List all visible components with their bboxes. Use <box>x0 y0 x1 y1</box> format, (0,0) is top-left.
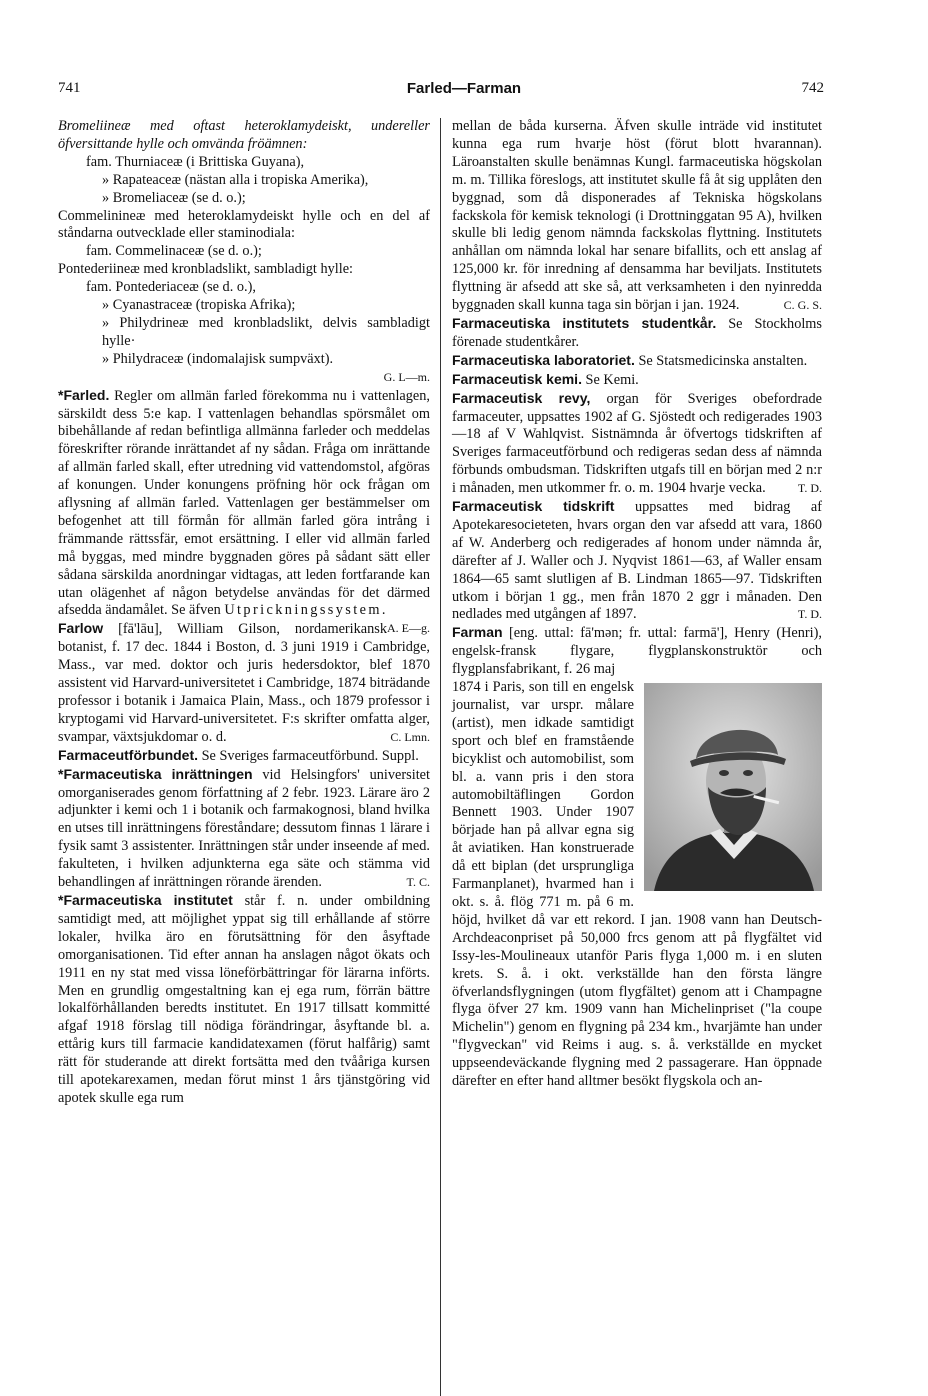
left-column <box>58 118 430 1108</box>
entry-farmaceutiska-inrattningen <box>58 766 430 892</box>
right-column <box>452 118 822 1091</box>
signature-line <box>58 369 430 387</box>
signature: T. D. <box>797 607 822 622</box>
signature: C. G. S. <box>783 298 822 313</box>
entry-kemi <box>452 371 822 390</box>
entry-farman <box>452 624 822 679</box>
entry-text: Se Stockholms förenade studentkårer. <box>452 315 822 350</box>
signature: G. L—m. <box>383 369 430 384</box>
paragraph: » Rapateaceæ (nästan alla i tropiska Amerika), <box>102 171 369 188</box>
running-head: Farled—Farman <box>406 80 522 97</box>
paragraph: Commelinineæ med heteroklamydeiskt hylle och en del af ståndarna outvecklade eller staminodiala: <box>58 207 430 242</box>
entry-text: Se Sveriges farmaceutförbund. Suppl. <box>201 747 419 764</box>
paragraph: » Philydraceæ (indomalajisk sumpväxt). <box>102 350 334 367</box>
entry-tidskrift <box>452 498 822 624</box>
headword: Farmaceutisk revy, <box>452 389 591 406</box>
entry-studentkar <box>452 315 822 352</box>
entry-text: Se Kemi. <box>585 371 639 388</box>
headword: *Farled. <box>58 386 110 403</box>
headword: *Farmaceutiska institutet <box>58 891 233 908</box>
headword: Farmaceutisk tidskrift <box>452 498 615 515</box>
headword: Farman <box>452 624 503 641</box>
paragraph: fam. Commelinaceæ (se d. o.); <box>86 243 262 260</box>
paragraph: fam. Thurniaceæ (i Brittiska Guyana), <box>86 153 305 170</box>
headword: Farmaceutiska laboratoriet. <box>452 351 635 368</box>
signature: C. Lmn. <box>390 729 430 744</box>
headword: Farlow <box>58 620 104 637</box>
portrait-photo <box>644 683 822 891</box>
cross-reference: Utprickningssystem. <box>224 602 388 619</box>
entry-text: står f. n. under ombildning samtidigt med, att möjlighet yppat sig till erhållande af större lokaler, hvilka äro en förutsättning för den åsyftade omorganisationen. Tid efter annan ha anslagen något ökats och 1911 en ny stat med vissa löneförbättringar för lärarna införts. Men en grundlig omgestaltning kan ej ega rum, förrän bättre lokalförhållanden beredts institutet. En 1917 tillsatt kommitté afgaf 1918 förslag till nödiga förändringar, åsyftande bl. a. ettårig kurs till farmacie kandidatexamen (förut halfårig) samt rätt för studerande att direkt fortsätta med den tvååriga kursen till apotekarexamen, medan förut minst 1 års tjänstgöring vid apotek skulle ega rum <box>58 892 431 1106</box>
entry-text: [eng. uttal: fā'mən; fr. uttal: farmā'], Henry (Henri), engelsk-fransk flygare, flygplanskonstruktör och flygplansfabrikant, f. 26 maj <box>452 625 822 678</box>
paragraph: » Bromeliaceæ (se d. o.); <box>102 189 246 206</box>
entry-text: vid Helsingfors' universitet omorganiserades genom författning af 2 febr. 1923. Lärare äro 2 adjunkter i kemi och 1 i botanik och farmakognosi, bland hvilka en utses till inrättningens föreståndare; dessutom finnas 1 lärare i fysik samt 3 assistenter. Inrättningen står under inseende af med. fakulteten, i hvilken adjunkterna ega säte och stämma vid behandlingen af inrättningen rörande ärenden. <box>58 766 431 891</box>
entry-text: mellan de båda kurserna. Äfven skulle inträde vid institutet kunna ega rum hvarje höst (förut blott hvarannan). Läroanstalten skulle benämnas Kungl. farmaceutiska högskolan m. m. Tillika föreslogs, att institutet skulle få åt sig upplåten den byggnad, som då disponerades af Tekniska högskolans fackskola för kemisk teknologi (i Drottninggatan 95 A), hvilken skulle bli ledig genom nämnda fackskolas flyttning. Institutets anhållan om nämnda lokal har senare bifallits, och ett anslag af 125,000 kr. för inredning af densamma har beviljats. Institutets flyttning är afsedd att ske så, att verksamheten i den nyinredda byggnaden skall kunna taga sin början i jan. 1924. <box>452 118 822 314</box>
paragraph: » Philydrineæ med kronbladslikt, delvis sambladigt hylle· <box>102 314 430 349</box>
page-number-right: 742 <box>801 80 824 96</box>
entry-text: 1874 i Paris, son till en engelsk journalist, var urspr. målare (artist), men idkade samtidigt sport och blef en framstående bicyklist och automobilist, som bl. a. vann pris i den stora automobiltäflingen Gordon Bennett 1903. Under 1907 började han på allvar egna sig åt aviatiken. Han konstruerade då ett biplan (det ursprungliga Farmanplanet), hvarmed han i okt. s. å. flög 771 m. på 6 m. höjd, hvilket då var ett rekord. I jan. 1908 vann han Deutsch-Archdeaconpriset på 50,000 frcs genom att på flygfältet vid Issy-les-Moulineaux utanför Paris flyga 1,000 m. i en sluten krets. S. å. i okt. verkställde han den första längre öfverlandsflygningen (utom flygfältet) genom att i Champagne flyga öfver 27 km. 1909 vann han Michelinpriset ("la coupe Michelin") genom en flygning på 234 km., hvarjämte han under "flygveckan" vid Reims i aug. s. å. verkställde en mycket uppseendeväckande flygning med 2 passagerare. Han öppnade därefter en efter hand alltmer besökt flygskola och an- <box>452 679 822 1090</box>
headword: Farmaceutförbundet. <box>58 746 199 763</box>
entry-text: Se Statsmedicinska anstalten. <box>638 352 808 369</box>
entry-text: [fā'lāu], William Gilson, nordamerikansk botanist, f. 17 dec. 1844 i Boston, d. 3 juni 1919 i Cambridge, Mass., var med. doktor och juris hedersdoktor, blef 1870 assistent vid Harvard-universitetet i Cambridge, 1874 biträdande professor i botanik i Jamaica Plain, Mass., och 1879 professor i kryptogami vid Harvard-universitetet. F:s skrifter omfatta alger, svampar, växtsjukdomar o. d. <box>58 621 430 745</box>
entry-revy <box>452 390 822 498</box>
entry-text: Regler om allmän farled förekomma nu i vattenlagen, särskildt dess 5:e kap. I vattenlagen behandlas spörsmålet om bibehållande af redan befintliga allmänna farleder och meddelas föreskrifter rörande inrättandet af ny sådan. Fråga om inrättande af allmän farled skall, efter utredning vid vattendomstol, afgöras af konungen. Under konungens pröfning hör ock frågan om aflysning af allmän farled. Vattenlagen ger bestämmelser om befogenhet att till förmån för allmän farled göra intrång i främmande rättssfär, emot ersättning. I eller vid allmän farled må byggas, med mindre byggnaden göres på sådant sätt eller sådana särskilda anordningar vidtagas, att leden fortfarande kan utan olägenhet af någon betydelse användas för det därmed afsedda ändamålet. Se äfven <box>58 387 430 619</box>
column-divider <box>440 118 441 1396</box>
page-number-left: 741 <box>58 80 81 96</box>
signature: A. E—g. <box>387 621 430 636</box>
entry-text: uppsattes med bidrag af Apotekaresocieteten, hvars organ den var afsedd att vara, 1860 af W. Anderberg och redigerades af honom under nämnda år, därefter af J. Waller och J. Nyqvist 1861—63, af Waller ensam 1864—65 samt slutligen af B. Lindman 1865—97. Tidskriften utkom i början 1 gg., men från 1870 2 ggr i månaden. Den nedlades med utgången af 1897. <box>452 499 823 623</box>
headword: *Farmaceutiska inrättningen <box>58 765 253 782</box>
paragraph <box>58 118 430 154</box>
text: Bromeliineæ med oftast heteroklamydeiskt, undereller öfversittande hylle och omvända fröämnen: <box>58 118 430 152</box>
paragraph: » Cyanastraceæ (tropiska Afrika); <box>102 297 296 314</box>
signature: T. C. <box>406 875 430 890</box>
headword: Farmaceutiska institutets studentkår. <box>452 314 717 331</box>
entry-farlow <box>58 620 430 746</box>
portrait-image <box>644 683 822 891</box>
paragraph: fam. Pontederiaceæ (se d. o.), <box>86 279 256 296</box>
entry-text: organ för Sveriges obefordrade farmaceuter, uppsattes 1902 af G. Sjöstedt och redigerades 1903—18 af V Wahlqvist. Sistnämnda år öfvertogs tidskriften af Sveriges farmaceutförbund och redigeras sedan dess af nämnda förbunds ombudsman. Tidskriften utgafs till en början med 2 n:r i månaden, men utkommer fr. o. m. 1904 hvarje vecka. <box>452 390 822 497</box>
portrait-illustration <box>644 683 822 891</box>
signature: T. D. <box>797 481 822 496</box>
entry-farmaceutiska-institutet <box>58 892 430 1108</box>
paragraph: Pontederiineæ med kronbladslikt, sambladigt hylle: <box>58 261 354 278</box>
entry-farmaceutforbundet <box>58 747 430 766</box>
headword: Farmaceutisk kemi. <box>452 370 582 387</box>
entry-continuation <box>452 118 822 315</box>
entry-laboratoriet <box>452 352 822 371</box>
